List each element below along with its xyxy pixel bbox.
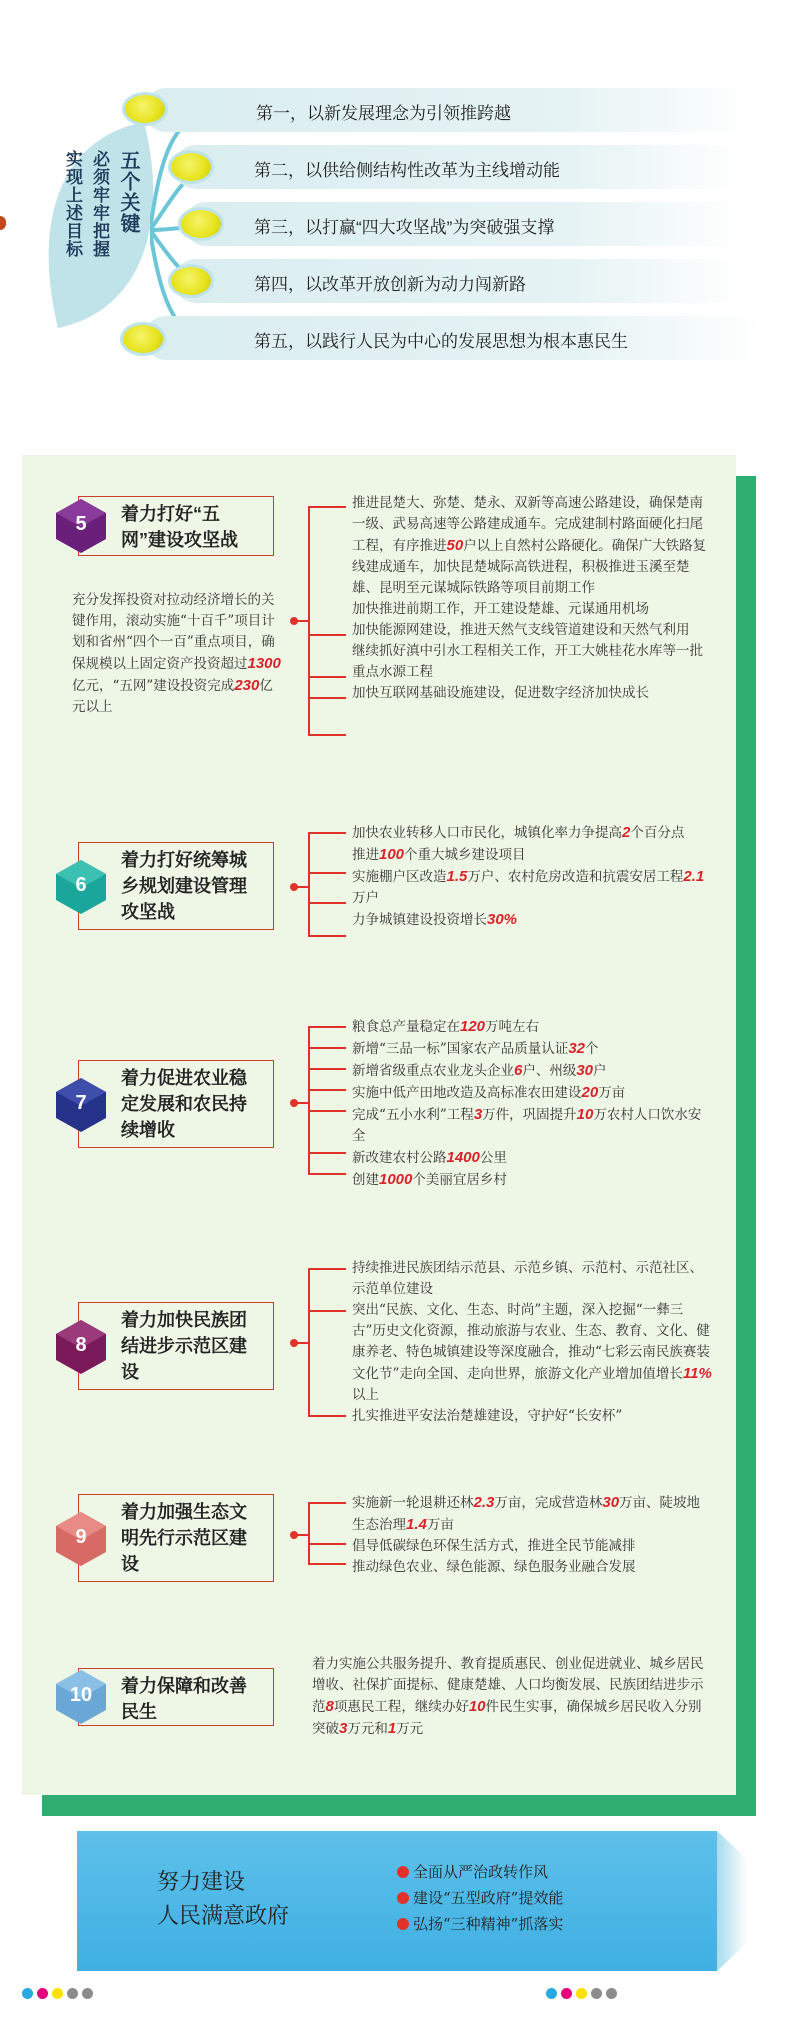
five-keys-label — [34, 120, 169, 330]
section-7-item-3: 新增省级重点农业龙头企业6户、州级30户 — [352, 1062, 607, 1079]
section-8-branch-2 — [308, 1310, 346, 1312]
key-item-5 — [144, 316, 764, 360]
leaf-text-1: 五个关键 — [117, 150, 139, 234]
section-8-number: 8 — [75, 1334, 87, 1356]
section-7-branch-2 — [308, 1047, 346, 1049]
section-5-description — [72, 590, 282, 718]
key-item-3 — [184, 202, 744, 246]
section-7-item-6: 新改建农村公路1400公里 — [352, 1149, 507, 1166]
section-5-branch-4 — [308, 697, 346, 699]
section-7-number: 7 — [75, 1092, 87, 1114]
section-7-branch-3 — [308, 1068, 346, 1070]
section-9-branch-2 — [308, 1543, 346, 1545]
decor-dot-right-4 — [591, 1988, 602, 1999]
section-5-branch-3 — [308, 676, 346, 678]
section-10-item-1: 着力实施公共服务提升、教育提质惠民、创业促进就业、城乡居民增收、社保扩面提标、健康楚雄、人口均衡发展、民族团结进步示范8项惠民工程，继续办好10件民生实事，确保城乡居民收入分别突破3万元和1万元 — [312, 1656, 704, 1737]
section-5-branch-stem — [296, 620, 308, 622]
section-6-title: 着力打好统筹城乡规划建设管理攻坚战 — [78, 842, 274, 930]
section-6-branch-2 — [308, 872, 346, 874]
section-7-item-5: 完成“五小水利”工程3万件，巩固提升10万农村人口饮水安全 — [352, 1106, 702, 1144]
key-item-4 — [174, 259, 744, 303]
decor-dot-left-4 — [67, 1988, 78, 1999]
key-item-2-text: 第二，以供给侧结构性改革为主线增动能 — [254, 161, 560, 180]
section-9-branch-stem — [296, 1534, 308, 1536]
decor-dot-left-3 — [52, 1988, 63, 1999]
section-7-branch-1 — [308, 1026, 346, 1028]
bullet-icon — [397, 1918, 409, 1930]
section-9-item-3: 推动绿色农业、绿色能源、绿色服务业融合发展 — [352, 1559, 636, 1575]
decor-dot-left-5 — [82, 1988, 93, 1999]
government-box — [77, 1831, 717, 1971]
section-8-branch-stem — [296, 1342, 308, 1344]
box-fold — [717, 1831, 747, 1971]
section-5-item-3: 加快能源网建设，推进天然气支线管道建设和天然气利用 — [352, 622, 690, 638]
section-6-branch-stem — [296, 886, 308, 888]
section-7-branch-4 — [308, 1089, 346, 1091]
section-10-title: 着力保障和改善民生 — [78, 1668, 274, 1726]
section-5-branch-2 — [308, 634, 346, 636]
section-8-branch-spine — [308, 1268, 310, 1416]
section-6-branch-spine — [308, 832, 310, 936]
section-7-badge — [52, 1076, 110, 1134]
section-5-branch-5 — [308, 734, 346, 736]
government-list — [397, 1859, 563, 1937]
key-dot-2 — [168, 150, 214, 184]
section-7-branch-stem — [296, 1102, 308, 1104]
section-9-branch-3 — [308, 1563, 346, 1565]
section-10-items — [312, 1654, 712, 1740]
decor-dot-left-1 — [22, 1988, 33, 1999]
section-6-items — [352, 822, 712, 931]
section-8-branch-1 — [308, 1268, 346, 1270]
section-5-item-4: 继续抓好滇中引水工程相关工作，开工大姚桂花水库等一批重点水源工程 — [352, 643, 703, 680]
section-8-item-3: 扎实推进平安法治楚雄建设，守护好“长安杯” — [352, 1408, 623, 1424]
section-9-branch-1 — [308, 1502, 346, 1504]
section-9-badge — [52, 1510, 110, 1568]
key-item-5-text: 第五，以践行人民为中心的发展思想为根本惠民生 — [254, 332, 628, 351]
decor-dot-right-3 — [576, 1988, 587, 1999]
bullet-icon — [397, 1866, 409, 1878]
section-8-items — [352, 1258, 712, 1427]
section-8-item-2: 突出“民族、文化、生态、时尚”主题，深入挖掘“一彝三古”历史文化资源，推动旅游与农业、生态、教育、文化、健康养老、特色城镇建设等深度融合，推动“七彩云南民族赛装文化节”走向全国、走向世界，旅游文化产业增加值增长11%以上 — [352, 1302, 712, 1403]
government-title-line-2: 人民满意政府 — [157, 1903, 290, 1928]
key-item-4-text: 第四，以改革开放创新为动力闯新路 — [254, 275, 526, 294]
section-9-items — [352, 1492, 712, 1578]
decor-dot-right-2 — [561, 1988, 572, 1999]
section-6-branch-4 — [308, 935, 346, 937]
section-7-title: 着力促进农业稳定发展和农民持续增收 — [78, 1060, 274, 1148]
section-7-item-2: 新增“三品一标”国家农产品质量认证32个 — [352, 1040, 599, 1057]
section-7-branch-6 — [308, 1152, 346, 1154]
section-6-item-3: 实施棚户区改造1.5万户、农村危房改造和抗震安居工程2.1万户 — [352, 868, 705, 906]
decor-dot-right-5 — [606, 1988, 617, 1999]
section-9-item-1: 实施新一轮退耕还林2.3万亩，完成营造林30万亩、陡坡地生态治理1.4万亩 — [352, 1494, 701, 1533]
section-7-item-4: 实施中低产田地改造及高标准农田建设20万亩 — [352, 1084, 626, 1101]
key-item-1-text: 第一，以新发展理念为引领推跨越 — [256, 104, 511, 123]
leaf-text-3: 实现上述目标 — [63, 150, 82, 258]
section-6-branch-3 — [308, 902, 346, 904]
section-9-branch-spine — [308, 1502, 310, 1564]
section-9-title: 着力加强生态文明先行示范区建设 — [78, 1494, 274, 1582]
section-7-item-1: 粮食总产量稳定在120万吨左右 — [352, 1018, 540, 1035]
leaf-text-2: 必须牢牢把握 — [90, 150, 109, 258]
left-edge-tab — [0, 216, 6, 230]
section-9-number: 9 — [75, 1526, 87, 1548]
section-8-title: 着力加快民族团结进步示范区建设 — [78, 1302, 274, 1390]
section-7-branch-5 — [308, 1110, 346, 1112]
section-5-desc-value-2: 230 — [234, 677, 260, 694]
section-5-desc-text-2: 亿元，“五网”建设投资完成 — [72, 678, 235, 694]
section-5-desc-text-3: 亿元以上 — [72, 678, 273, 715]
decor-dot-left-2 — [37, 1988, 48, 1999]
section-6-item-1: 加快农业转移人口市民化，城镇化率力争提高2个百分点 — [352, 824, 685, 841]
section-7-items — [352, 1016, 712, 1191]
government-item-3: 弘扬“三种精神”抓落实 — [397, 1911, 563, 1937]
key-item-1 — [144, 88, 754, 132]
section-6-number: 6 — [75, 874, 87, 896]
government-item-2: 建设“五型政府”提效能 — [397, 1885, 563, 1911]
section-6-item-4: 力争城镇建设投资增长30% — [352, 911, 518, 928]
section-5-branch-1 — [308, 506, 346, 508]
section-5-badge — [52, 497, 110, 555]
section-5-items — [352, 493, 712, 704]
government-item-1: 全面从严治政转作风 — [397, 1859, 563, 1885]
section-6-badge — [52, 858, 110, 916]
section-6-branch-1 — [308, 832, 346, 834]
section-8-badge — [52, 1318, 110, 1376]
decor-dot-right-1 — [546, 1988, 557, 1999]
section-5-desc-value-1: 1300 — [247, 655, 281, 672]
government-title-line-1: 努力建设 — [157, 1869, 246, 1894]
key-dot-1 — [122, 92, 168, 126]
section-5-item-5: 加快互联网基础设施建设，促进数字经济加快成长 — [352, 685, 649, 701]
section-10-number: 10 — [69, 1684, 93, 1706]
key-dot-3 — [178, 207, 224, 241]
section-6-item-2: 推进100个重大城乡建设项目 — [352, 846, 526, 863]
section-5-desc-text-1: 充分发挥投资对拉动经济增长的关键作用，滚动实施“十百千”项目计划和省州“四个一百”重点项目，确保规模以上固定资产投资超过 — [72, 592, 275, 672]
section-9-item-2: 倡导低碳绿色环保生活方式，推进全民节能减排 — [352, 1538, 636, 1554]
section-7-item-7: 创建1000个美丽宜居乡村 — [352, 1171, 507, 1188]
section-8-branch-3 — [308, 1415, 346, 1417]
section-7-branch-7 — [308, 1173, 346, 1175]
key-item-3-text: 第三，以打赢“四大攻坚战”为突破强支撑 — [254, 218, 555, 237]
section-10-badge — [52, 1668, 110, 1726]
bullet-icon — [397, 1892, 409, 1904]
key-dot-5 — [120, 322, 166, 356]
government-title — [157, 1865, 289, 1933]
key-item-2 — [174, 145, 744, 189]
section-5-item-2: 加快推进前期工作，开工建设楚雄、元谋通用机场 — [352, 601, 649, 617]
section-5-branch-spine — [308, 506, 310, 736]
section-8-item-1: 持续推进民族团结示范县、示范乡镇、示范村、示范社区、示范单位建设 — [352, 1260, 703, 1297]
section-5-title: 着力打好“五网”建设攻坚战 — [78, 496, 274, 556]
section-5-number: 5 — [75, 513, 87, 535]
key-dot-4 — [168, 264, 214, 298]
section-5-item-1: 推进昆楚大、弥楚、楚永、双新等高速公路建设，确保楚南一级、武易高速等公路建成通车。完成建制村路面硬化扫尾工程，有序推进50户以上自然村公路硬化。确保广大铁路复线建成通车，加快昆楚城际高铁进程，积极推进玉溪至楚雄、昆明至元谋城际铁路等项目前期工作 — [352, 495, 707, 596]
